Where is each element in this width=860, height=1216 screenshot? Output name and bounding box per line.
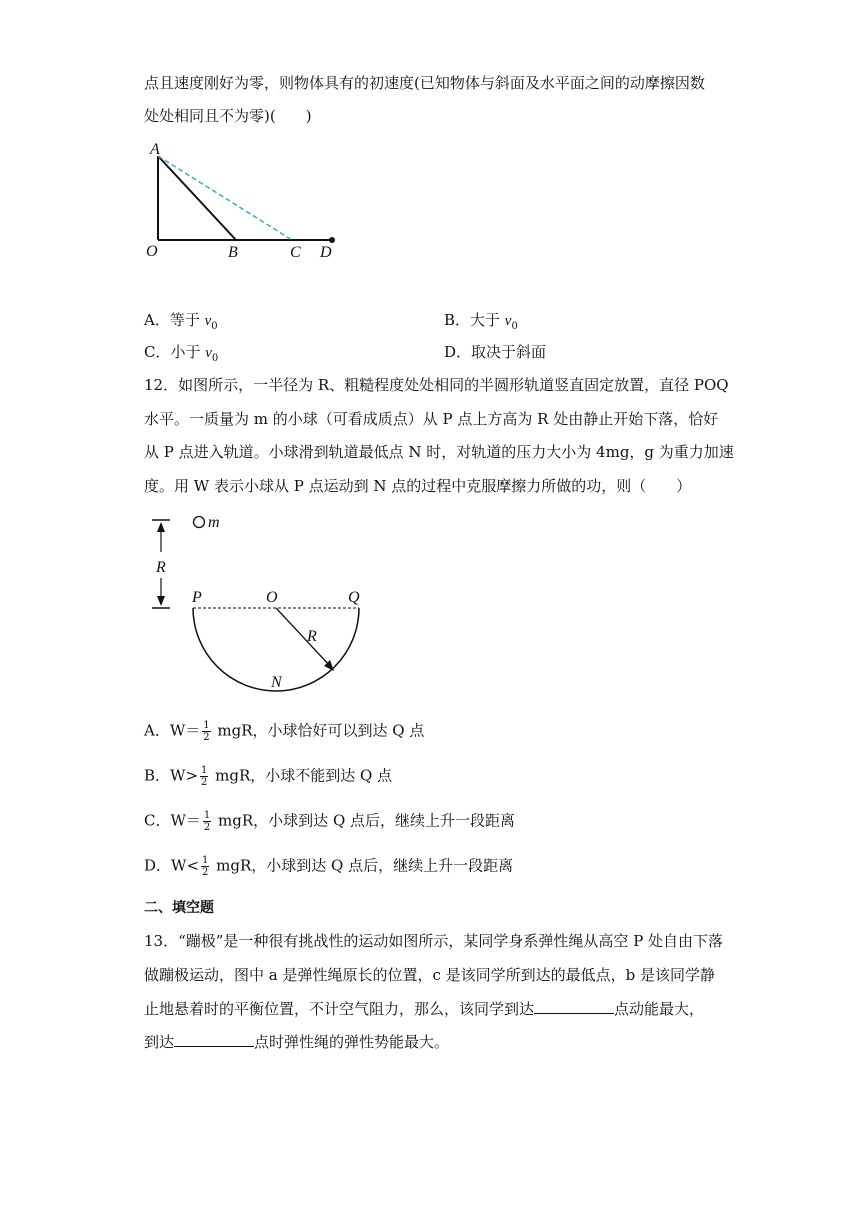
option-d-prefix: D．W< xyxy=(144,856,200,875)
q12-text-line-1: 12．如图所示，一半径为 R、粗糙程度处处相同的半圆形轨道竖直固定放置，直径 POQ xyxy=(144,376,729,394)
label-height-r: R xyxy=(156,559,166,576)
label-d: D xyxy=(320,244,332,261)
label-p: P xyxy=(192,589,202,606)
numerator: 1 xyxy=(203,720,210,731)
q11-option-d: D．取决于斜面 xyxy=(444,343,547,361)
q13-line-3-end: 点动能最大， xyxy=(614,1000,705,1018)
label-m: m xyxy=(208,514,220,531)
denominator: 2 xyxy=(203,732,210,743)
label-n: N xyxy=(271,674,282,691)
arrow-up-head xyxy=(157,522,165,532)
v-subscript: 0 xyxy=(511,321,518,332)
q12-text-line-3: 从 P 点进入轨道。小球滑到轨道最低点 N 时，对轨道的压力大小为 4mg，g 为重力加速 xyxy=(144,443,734,461)
option-a-prefix: A．W＝ xyxy=(144,721,201,740)
arrow-down-head xyxy=(157,596,165,606)
option-b-text: B．大于 xyxy=(444,311,505,329)
q13-text-line-3 xyxy=(144,999,704,1019)
q13-text-line-4 xyxy=(144,1032,449,1052)
label-b: B xyxy=(228,244,238,261)
q13-line-4-start: 到达 xyxy=(144,1033,175,1051)
numerator: 1 xyxy=(202,855,209,866)
fill-blank-2[interactable] xyxy=(174,1032,254,1047)
option-c-after: mgR，小球到达 Q 点后，继续上升一段距离 xyxy=(213,811,516,830)
label-q: Q xyxy=(348,589,360,606)
q12-option-a xyxy=(144,720,424,743)
fraction-half xyxy=(203,810,211,833)
q12-text-line-2: 水平。一质量为 m 的小球（可看成质点）从 P 点上方高为 R 处由静止开始下落，恰好 xyxy=(144,410,719,428)
q13-text-line-1: 13．“蹦极”是一种很有挑战性的运动如图所示，某同学身系弹性绳从高空 P 处自由下落 xyxy=(144,932,724,950)
numerator: 1 xyxy=(201,765,208,776)
q11-text-line-2: 处处相同且不为零)( ) xyxy=(144,107,312,125)
denominator: 2 xyxy=(203,822,211,833)
v-symbol: v xyxy=(504,313,512,329)
option-b-after: mgR，小球不能到达 Q 点 xyxy=(210,766,393,785)
fraction-half xyxy=(202,720,210,743)
v-subscript: 0 xyxy=(211,353,219,364)
denominator: 2 xyxy=(201,777,208,788)
radius-line xyxy=(276,608,331,667)
fraction-half xyxy=(200,765,208,788)
q12-option-c xyxy=(144,810,515,833)
section-heading: 二、填空题 xyxy=(144,900,214,916)
option-b-prefix: B．W> xyxy=(144,766,199,785)
q11-text-line-1: 点且速度刚好为零，则物体具有的初速度(已知物体与斜面及水平面之间的动摩擦因数 xyxy=(144,74,705,92)
label-a: A xyxy=(150,141,160,158)
label-radius-r: R xyxy=(307,628,317,645)
label-o: O xyxy=(146,243,158,260)
v-symbol: v xyxy=(205,345,212,361)
v-symbol: v xyxy=(204,313,212,329)
q12-option-b xyxy=(144,765,392,788)
v-subscript: 0 xyxy=(211,321,218,332)
q12-figure xyxy=(140,510,380,696)
q12-option-d xyxy=(144,855,513,878)
label-c: C xyxy=(290,244,301,261)
q11-option-a xyxy=(144,310,218,337)
numerator: 1 xyxy=(203,810,211,821)
q11-figure xyxy=(140,136,350,266)
q13-line-4-end: 点时弹性绳的弹性势能最大。 xyxy=(254,1033,450,1051)
q13-text-line-2: 做蹦极运动，图中 a 是弹性绳原长的位置，c 是该同学所到达的最低点，b 是该同学静 xyxy=(144,966,716,984)
incline-ab xyxy=(158,156,236,240)
option-d-after: mgR，小球到达 Q 点后，继续上升一段距离 xyxy=(211,856,514,875)
option-a-text: A．等于 xyxy=(144,311,205,329)
q11-option-b xyxy=(444,310,518,337)
point-d-dot xyxy=(329,237,335,243)
option-c-text: C．小于 xyxy=(144,343,206,361)
denominator: 2 xyxy=(202,867,209,878)
q12-text-line-4: 度。用 W 表示小球从 P 点运动到 N 点的过程中克服摩擦力所做的功，则（ ） xyxy=(144,477,692,495)
fraction-half xyxy=(201,855,209,878)
ball-m xyxy=(194,517,205,528)
option-a-after: mgR，小球恰好可以到达 Q 点 xyxy=(212,721,425,740)
q11-option-c xyxy=(144,342,218,369)
option-c-prefix: C．W＝ xyxy=(144,811,201,830)
label-o: O xyxy=(266,589,278,606)
fill-blank-1[interactable] xyxy=(534,999,614,1014)
q13-line-3-start: 止地悬着时的平衡位置，不计空气阻力，那么，该同学到达 xyxy=(144,1000,535,1018)
